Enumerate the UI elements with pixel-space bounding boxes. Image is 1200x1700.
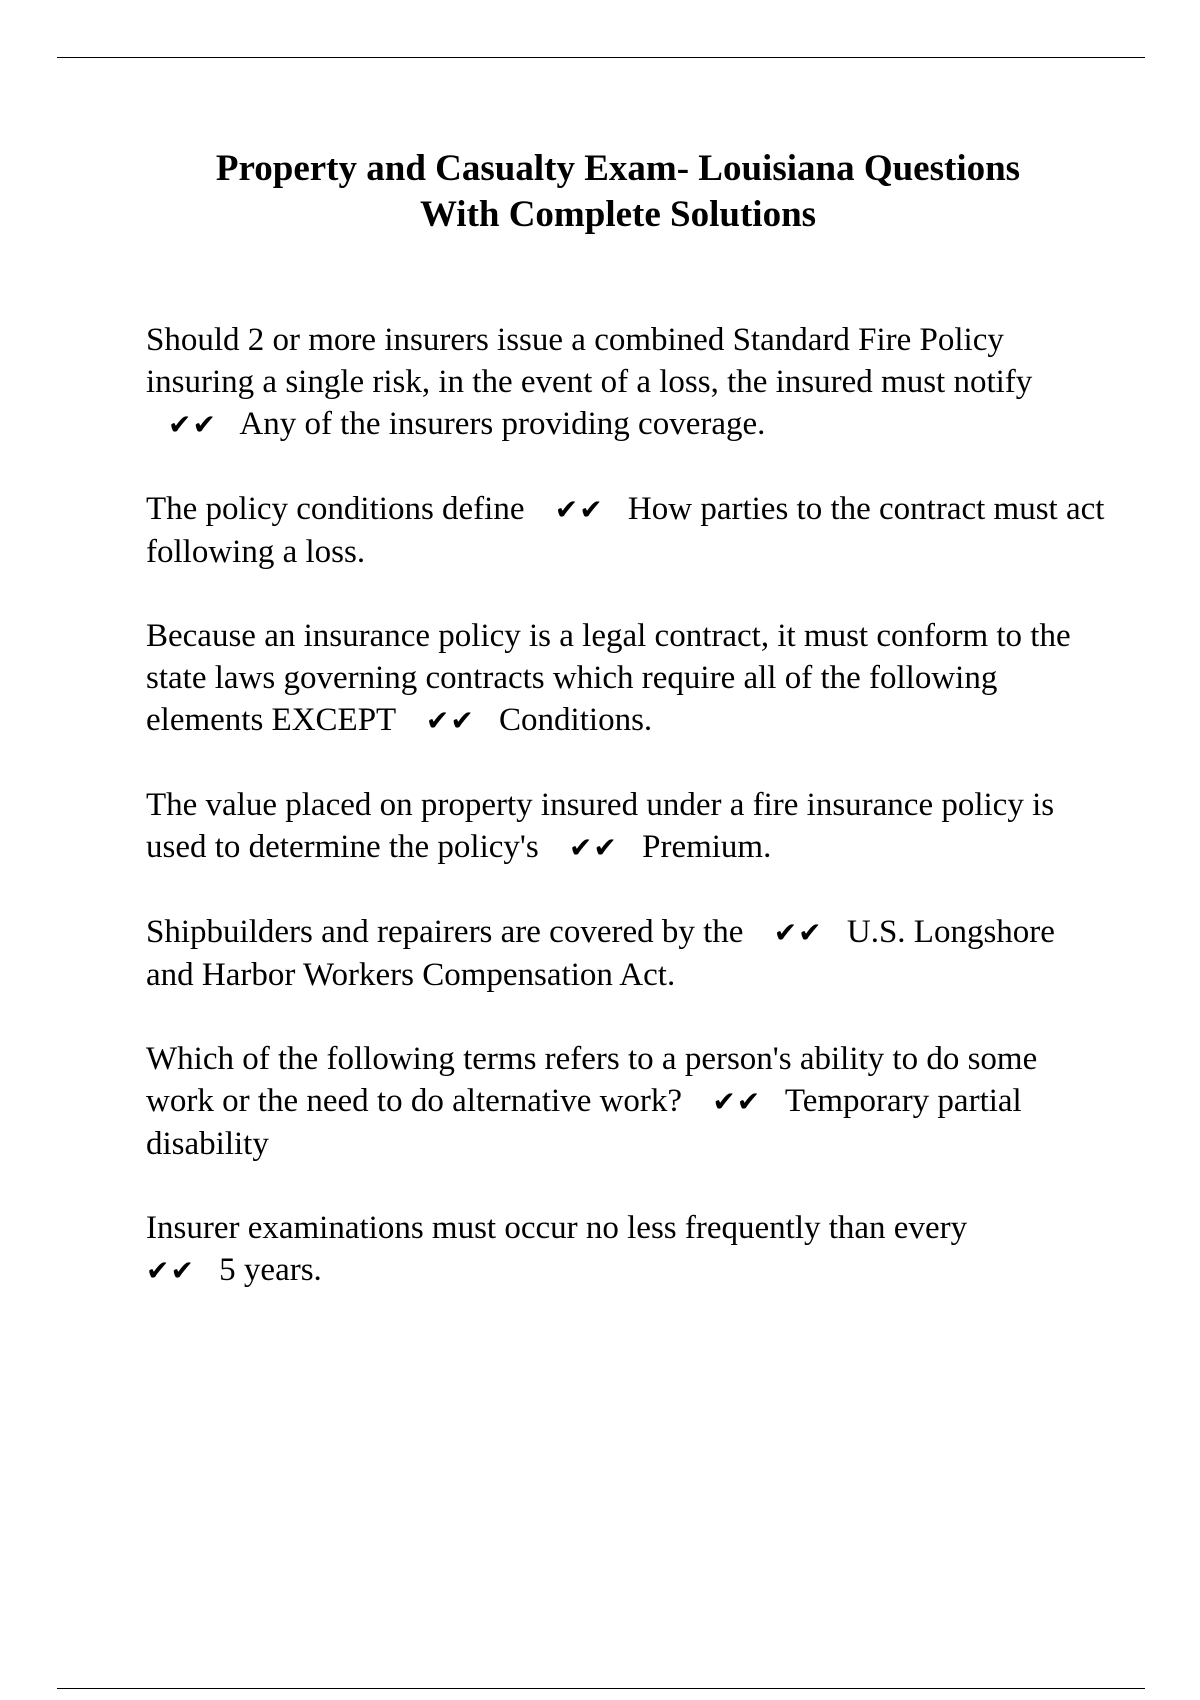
qa-item-4 [146, 784, 1106, 869]
question-text: The value placed on property insured under a fire insurance policy is used to determine the policy's [146, 787, 1055, 865]
double-check-icon: ✔✔ [773, 916, 823, 949]
double-check-icon: ✔✔ [168, 408, 217, 441]
top-rule [57, 57, 1145, 58]
qa-item-7 [146, 1207, 1106, 1292]
double-check-icon: ✔✔ [425, 704, 475, 737]
answer-text: Any of the insurers providing coverage. [239, 406, 766, 442]
title-line-2: With Complete Solutions [419, 194, 817, 235]
question-text: Insurer examinations must occur no less frequently than every [146, 1210, 968, 1246]
answer-text: How parties to the contract must act following a loss. [146, 491, 1105, 570]
qa-item-6 [146, 1038, 1106, 1165]
answer-text: U.S. Longshore and Harbor Workers Compensation Act. [146, 914, 1055, 993]
question-text: The policy conditions define [146, 491, 525, 527]
qa-item-5 [146, 911, 1106, 996]
title-line-1: Property and Casualty Exam- Louisiana Questions [215, 148, 1021, 189]
qa-item-1 [146, 319, 1106, 446]
question-text: Because an insurance policy is a legal contract, it must conform to the state laws governing contracts which require all of the following elements EXCEPT [146, 618, 1071, 738]
double-check-icon: ✔✔ [712, 1085, 762, 1118]
double-check-icon: ✔✔ [554, 493, 604, 526]
qa-list [146, 319, 1106, 1334]
double-check-icon: ✔✔ [146, 1254, 195, 1287]
answer-text: Temporary partial disability [146, 1083, 1022, 1162]
qa-item-2 [146, 488, 1106, 573]
double-check-icon: ✔✔ [568, 831, 618, 864]
answer-text: Conditions. [499, 702, 653, 738]
question-text: Shipbuilders and repairers are covered by the [146, 914, 744, 950]
answer-text: 5 years. [219, 1252, 322, 1288]
page-title [0, 146, 1200, 238]
answer-text: Premium. [642, 829, 772, 865]
question-text: Which of the following terms refers to a person's ability to do some work or the need to do alternative work? [146, 1041, 1038, 1119]
question-text: Should 2 or more insurers issue a combined Standard Fire Policy insuring a single risk, in the event of a loss, the insured must notify [146, 322, 1033, 400]
qa-item-3 [146, 615, 1106, 742]
bottom-rule [57, 1688, 1145, 1689]
